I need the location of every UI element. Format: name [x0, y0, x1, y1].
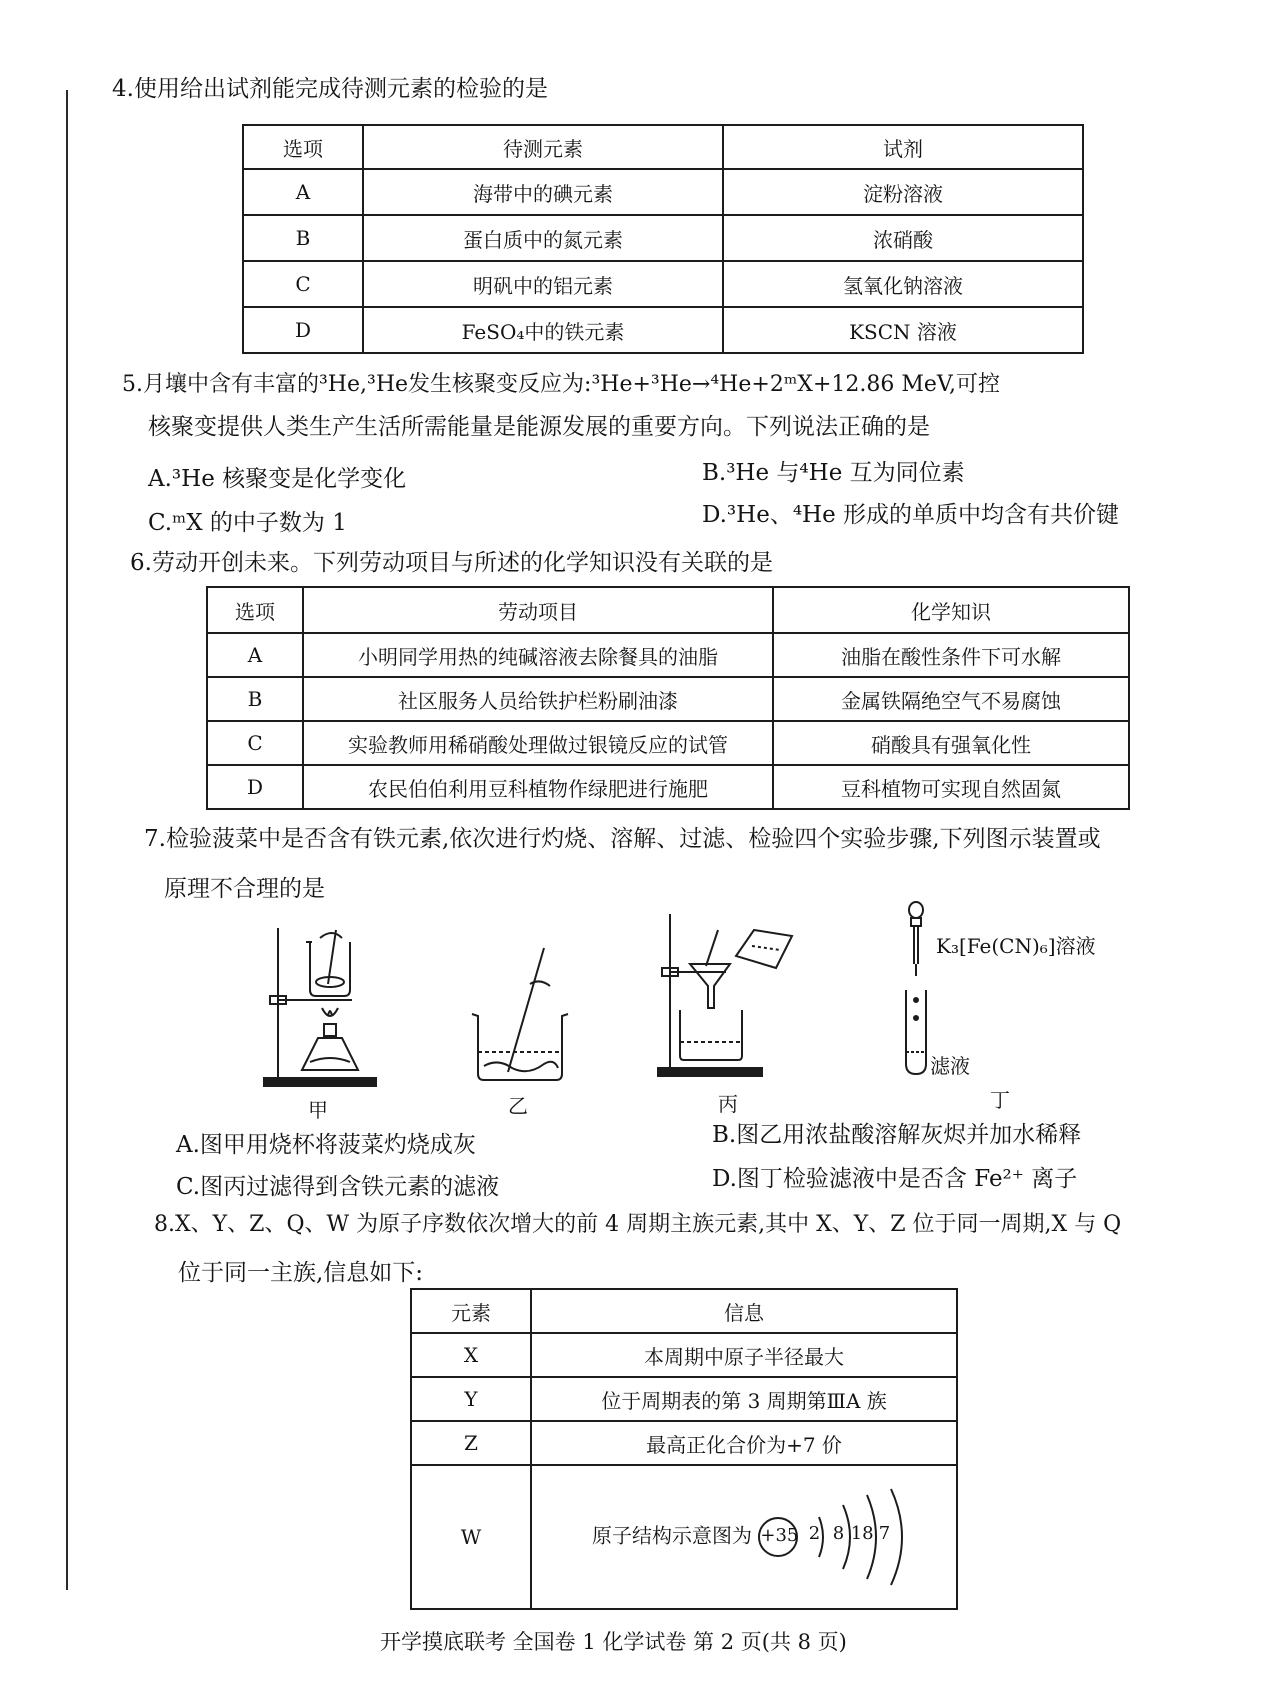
q4-cell: 海带中的碘元素 — [363, 169, 723, 215]
figure-yi-beaker — [468, 944, 578, 1084]
q6-header-labor: 劳动项目 — [303, 587, 773, 633]
q8-header-info: 信息 — [531, 1289, 957, 1333]
q7-option-a: A.图甲用烧杯将菠菜灼烧成灰 — [176, 1132, 476, 1158]
shell-3-count: 18 — [850, 1523, 874, 1544]
shell-1-count: 2 — [808, 1523, 821, 1544]
q8-cell: Z — [411, 1421, 531, 1465]
q4-cell: FeSO₄中的铁元素 — [363, 307, 723, 353]
figure-label-bing: 丙 — [718, 1092, 738, 1116]
q6-cell: 小明同学用热的纯碱溶液去除餐具的油脂 — [303, 633, 773, 677]
q7-stem-line1: 7.检验菠菜中是否含有铁元素,依次进行灼烧、溶解、过滤、检验四个实验步骤,下列图示装置或 — [144, 826, 1101, 852]
filtrate-label: 滤液 — [930, 1054, 970, 1078]
q6-cell: 农民伯伯利用豆科植物作绿肥进行施肥 — [303, 765, 773, 809]
q4-table — [242, 124, 1084, 354]
atomic-structure-text: 原子结构示意图为 — [592, 1523, 752, 1548]
q5-option-b: B.³He 与⁴He 互为同位素 — [702, 460, 965, 486]
q6-cell: 实验教师用稀硝酸处理做过银镜反应的试管 — [303, 721, 773, 765]
reagent-label: K₃[Fe(CN)₆]溶液 — [936, 934, 1096, 958]
q4-cell: C — [243, 261, 363, 307]
q8-cell-w-info — [531, 1465, 957, 1609]
q8-header-element: 元素 — [411, 1289, 531, 1333]
nucleus-circle: +35 — [758, 1517, 798, 1557]
q4-cell: A — [243, 169, 363, 215]
q6-cell: 硝酸具有强氧化性 — [773, 721, 1129, 765]
q5-option-c: C.ᵐX 的中子数为 1 — [148, 510, 347, 536]
q6-stem: 6.劳动开创未来。下列劳动项目与所述的化学知识没有关联的是 — [130, 550, 773, 576]
q8-cell: Y — [411, 1377, 531, 1421]
q8-table — [410, 1288, 958, 1610]
q6-header-option: 选项 — [207, 587, 303, 633]
q8-cell: 位于周期表的第 3 周期第ⅢA 族 — [531, 1377, 957, 1421]
figure-label-jia: 甲 — [308, 1098, 328, 1122]
electron-shells — [805, 1487, 925, 1587]
figure-bing-filtration — [656, 910, 806, 1080]
q4-header-reagent: 试剂 — [723, 125, 1083, 169]
q6-cell: 油脂在酸性条件下可水解 — [773, 633, 1129, 677]
q8-cell: 本周期中原子半径最大 — [531, 1333, 957, 1377]
q6-table — [206, 586, 1130, 810]
q6-header-knowledge: 化学知识 — [773, 587, 1129, 633]
q4-cell: 氢氧化钠溶液 — [723, 261, 1083, 307]
q6-cell: 金属铁隔绝空气不易腐蚀 — [773, 677, 1129, 721]
left-margin-line — [66, 90, 68, 1590]
shell-4-count: 7 — [878, 1523, 891, 1544]
q7-option-d: D.图丁检验滤液中是否含 Fe²⁺ 离子 — [712, 1166, 1078, 1192]
q4-cell: 明矾中的铝元素 — [363, 261, 723, 307]
shell-2-count: 8 — [832, 1523, 845, 1544]
figure-label-ding: 丁 — [990, 1088, 1010, 1112]
q5-option-a: A.³He 核聚变是化学变化 — [148, 466, 407, 492]
figure-label-yi: 乙 — [508, 1094, 528, 1118]
q4-header-element: 待测元素 — [363, 125, 723, 169]
q8-cell-w: W — [411, 1465, 531, 1609]
q4-header-option: 选项 — [243, 125, 363, 169]
q6-cell: 豆科植物可实现自然固氮 — [773, 765, 1129, 809]
q4-cell: B — [243, 215, 363, 261]
page-footer: 开学摸底联考 全国卷 1 化学试卷 第 2 页(共 8 页) — [380, 1630, 847, 1654]
q4-cell: D — [243, 307, 363, 353]
q7-option-c: C.图丙过滤得到含铁元素的滤液 — [176, 1174, 500, 1200]
q5-option-d: D.³He、⁴He 形成的单质中均含有共价键 — [702, 502, 1120, 528]
q6-cell: A — [207, 633, 303, 677]
q7-stem-line2: 原理不合理的是 — [164, 876, 325, 902]
q4-stem: 4.使用给出试剂能完成待测元素的检验的是 — [112, 76, 548, 102]
q6-cell: B — [207, 677, 303, 721]
q6-cell: D — [207, 765, 303, 809]
q5-stem-line2: 核聚变提供人类生产生活所需能量是能源发展的重要方向。下列说法正确的是 — [148, 414, 930, 440]
figure-jia-apparatus — [262, 920, 382, 1090]
q4-cell: KSCN 溶液 — [723, 307, 1083, 353]
q8-stem-line1: 8.X、Y、Z、Q、W 为原子序数依次增大的前 4 周期主族元素,其中 X、Y、Z 位于同一周期,X 与 Q — [154, 1212, 1122, 1237]
q4-cell: 蛋白质中的氮元素 — [363, 215, 723, 261]
q8-stem-line2: 位于同一主族,信息如下: — [178, 1260, 424, 1286]
q7-option-b: B.图乙用浓盐酸溶解灰烬并加水稀释 — [712, 1122, 1082, 1148]
q5-stem-line1: 5.月壤中含有丰富的³He,³He发生核聚变反应为:³He+³He→⁴He+2ᵐX+12.86 MeV,可控 — [122, 372, 1000, 397]
q8-cell: 最高正化合价为+7 价 — [531, 1421, 957, 1465]
q6-cell: 社区服务人员给铁护栏粉刷油漆 — [303, 677, 773, 721]
q4-cell: 淀粉溶液 — [723, 169, 1083, 215]
q6-cell: C — [207, 721, 303, 765]
q4-cell: 浓硝酸 — [723, 215, 1083, 261]
q8-cell: X — [411, 1333, 531, 1377]
